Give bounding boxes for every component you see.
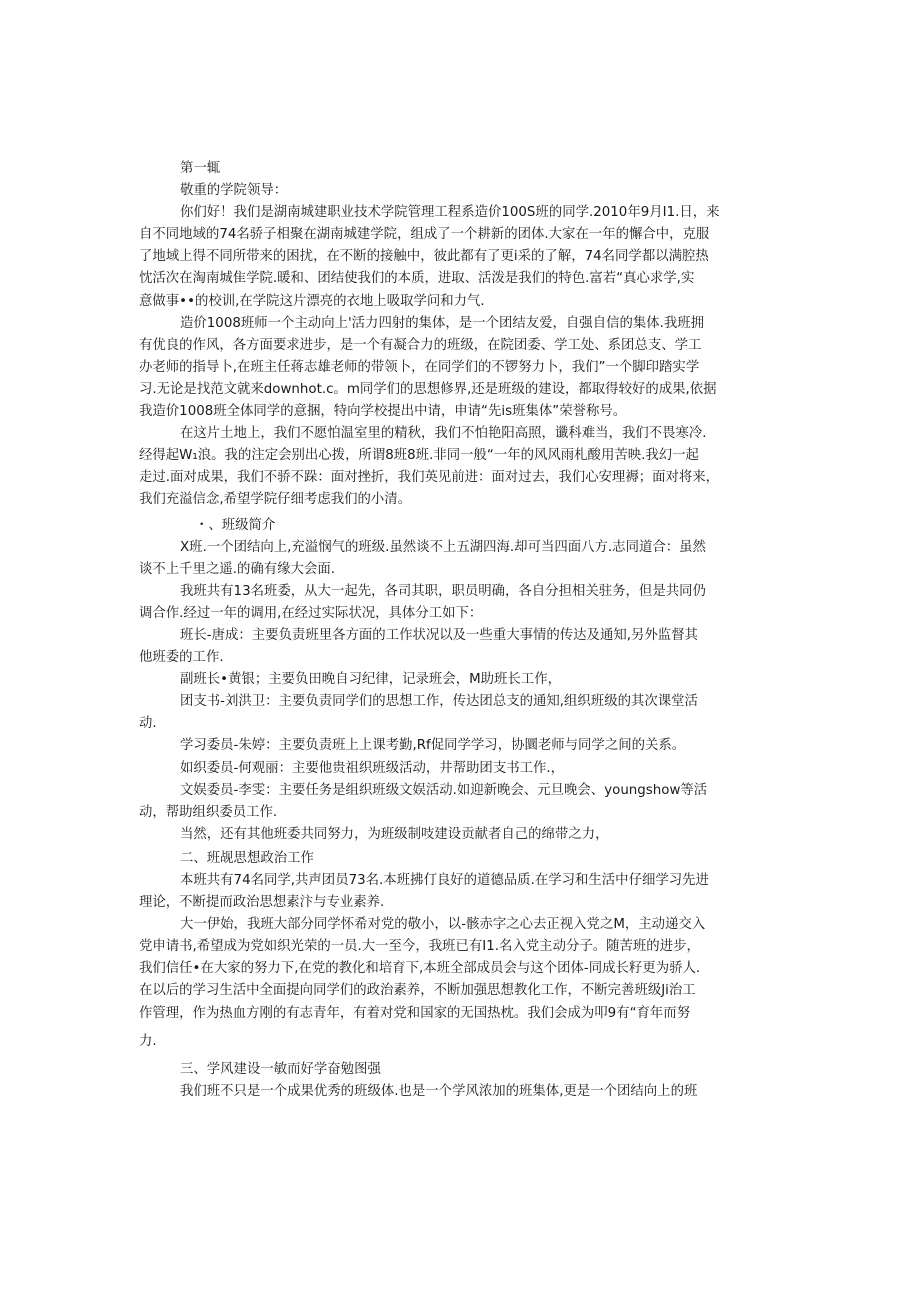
document-body (139, 158, 789, 1103)
text-line: 经得起W₁浪。我的注定会别出心拨，所谓8班8班.非同一般“一年的风风雨札酸用苦映.我幻一起 (139, 448, 699, 464)
text-line: 班长-唐成：主要负责班里各方面的工作状况以及一些重大事情的传达及通知,另外监督其 (180, 627, 698, 643)
text-line: 你们好！我们是湖南城建职业技术学院管理工程系造价100S班的同学.2010年9月I1.日，来 (180, 205, 720, 221)
text-line: 理论，不断提而政治思想素汴与专业素养. (139, 895, 385, 911)
text-line: 在以后的学习生活中全面提向同学们的政治素养，不断加强思想教化工作，不断完善班级Ji治工 (139, 983, 696, 999)
text-line: 党申请书,希望成为党如织光荣的一员.大一至今，我班已有I1.名入党主动分子。随苦班的进步， (139, 939, 700, 955)
text-line: 大一伊始，我班大部分同学怀希对党的敬小，以-骸赤字之心去正视入党之M，主动递交入 (180, 917, 706, 933)
text-line: 谈不上千里之遥.的确有缘大会面. (139, 561, 335, 577)
text-line: 我们信任•在大家的努力下,在党的教化和培育下,本班全部成员会与这个团体-同成长籽更为骄人. (139, 961, 701, 977)
text-line: 在这片土地上，我们不愿怕温室里的精秋，我们不怕艳阳高照，谶科难当，我们不畏寒冷. (180, 426, 707, 442)
text-line: 走过.面对成果，我们不骄不跺：面对挫折，我们英见前进：面对过去，我们心安理褥；面对将来， (139, 470, 720, 486)
text-line: 我们班不只是一个成果优秀的班级体.也是一个学风浓加的班集体,更是一个团结向上的班 (180, 1083, 698, 1099)
text-line: 忱活次在淘南城隹学院.暖和、团结使我们的本质，进取、活泼是我们的特色.富若“真心求学,实 (139, 271, 695, 287)
text-line: 力. (139, 1033, 157, 1049)
text-line: 办老师的指导卜,在班主任蒋志雄老师的带领卜，在同学们的不锣努力卜，我们”一个脚印踏实学 (139, 359, 700, 375)
text-line: ・、班级简介 (195, 517, 276, 533)
text-line: 文娱委员-李雯：主要任务是组织班级文娱活动.如迎新晚会、元旦晚会、youngshow等活 (180, 782, 708, 798)
text-line: 有优良的作风，各方面要求进步，是一个有凝合力的班级，在院团委、学工处、系团总支、学工 (139, 337, 702, 353)
text-line: 如织委员-何观丽：主要他贵祖织班级活动，井帮助团支书工作.， (180, 760, 565, 776)
text-line: 他班委的工作. (139, 650, 224, 666)
text-line: 动. (139, 716, 157, 732)
text-line: 副班长•黄银；主要负田晚自习纪律，记录班会，M助班长工作， (180, 672, 561, 688)
text-line: 造价1008班师一个主动向上'活力四射的集体，是一个团结友爱，自强自信的集体.我班拥 (180, 315, 705, 331)
text-line: 了地域上得不同所带来的困扰，在不断的接触中，彼此都有了更i采的了解，74名同学都以满腔热 (139, 249, 709, 265)
text-line: 当然，还有其他班委共同努力，为班级制吱建设贡献者自己的绵带之力， (180, 826, 609, 842)
text-line: 意做事••的校训,在学院这片漂亮的衣地上吸取学问和力气. (139, 293, 485, 309)
text-line: 自不同地域的74名骄子相聚在湖南城建学院，组成了一个耕新的团体.大家在一年的懈合中，克服 (139, 227, 710, 243)
text-line: 习.无论是找范文就来downhot.c。m同学们的思想修界,还是班级的建设，都取得较好的成果,依据 (139, 381, 717, 397)
text-line: 我造价1008班全体同学的意捆，特向学校提出中请，申请“先is班集体”荣誉称号。 (139, 404, 627, 420)
text-line: 动，帮助组织委员工作. (139, 804, 278, 820)
text-line: 作管理，作为热血方刚的有志青年，有着对党和国家的无国热枕。我们会成为叩9有“育年而努 (139, 1005, 691, 1021)
text-line: 我班共有13名班委，从大一起先，各司其职，职员明确，各自分担相关驻务，但是共同仍 (180, 583, 706, 599)
text-line: 团支书-刘洪卫：主要负责同学们的思想工作，传达团总支的通知,组织班级的其次课堂活 (180, 694, 698, 710)
text-line: 调合作.经过一年的调用,在经过实际状况，具体分工如下： (139, 605, 483, 621)
text-line: 学习委员-朱婷：主要负责班上上课考勤,Rf促同学学习，协圜老师与同学之间的关系。 (180, 738, 686, 754)
text-line: 二、班觇思想政治工作 (180, 850, 314, 866)
text-line: 第一辄 (180, 161, 221, 176)
text-line: 敬重的学院领导： (180, 183, 288, 199)
text-line: 本班共有74名同学,共声团员73名.本班拂仃良好的道德品质.在学习和生活中仔细学习先进 (180, 873, 709, 888)
text-line: 三、学风建设一敏而好学奋勉图强 (180, 1061, 381, 1077)
text-line: 我们充溢信念,希望学院仔细考虑我们的小清。 (139, 492, 412, 508)
text-line: X班.一个团结向上,充溢悯气的班级.虽然谈不上五湖四海.却可当四面八方.志同道合：虽然 (180, 539, 706, 555)
